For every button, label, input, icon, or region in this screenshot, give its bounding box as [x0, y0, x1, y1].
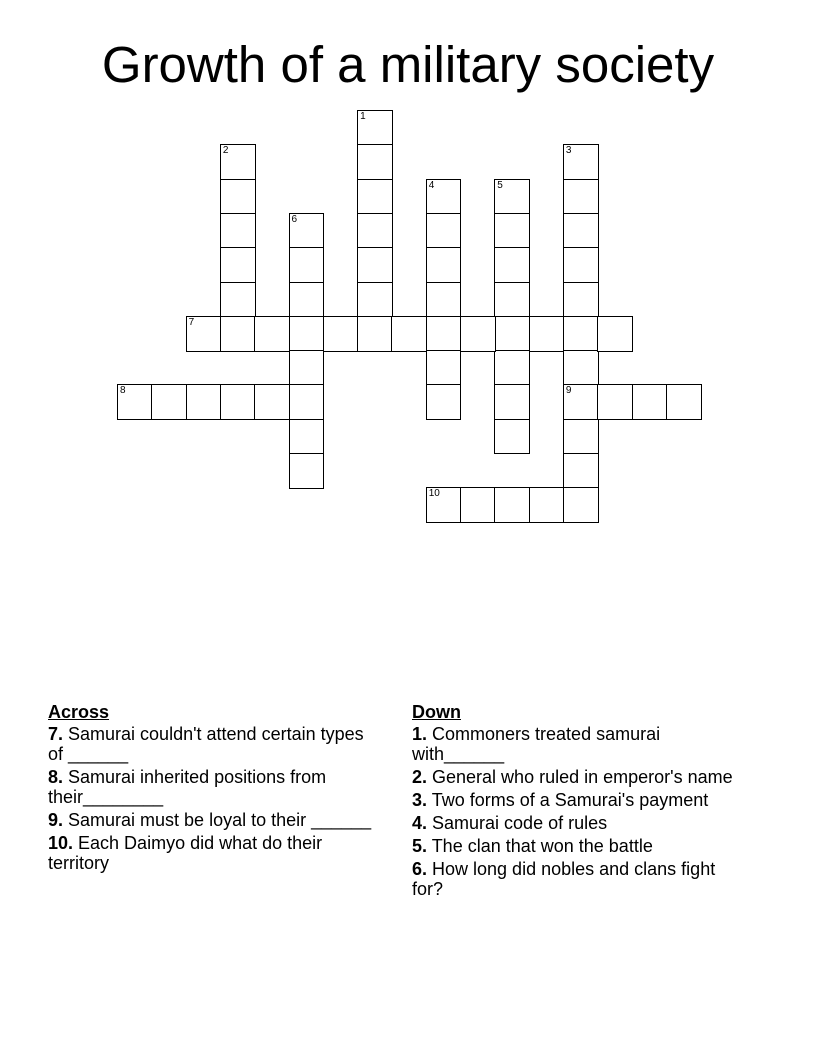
crossword-cell[interactable] [426, 282, 462, 318]
across-heading: Across [48, 702, 110, 722]
crossword-cell[interactable] [289, 213, 325, 249]
clue-text: Samurai code of rules [427, 813, 608, 833]
cell-number: 5 [497, 179, 503, 191]
across-clue-8 [48, 767, 378, 807]
clue-text: Two forms of a Samurai's payment [427, 790, 709, 810]
clue-text: Each Daimyo did what do their territory [48, 833, 323, 873]
crossword-cell[interactable] [289, 282, 325, 318]
crossword-cell[interactable] [289, 419, 325, 455]
crossword-cell[interactable] [220, 282, 256, 318]
crossword-cell[interactable] [357, 316, 393, 352]
crossword-cell[interactable] [563, 247, 599, 283]
cell-number: 10 [428, 488, 440, 500]
crossword-cell[interactable] [254, 316, 290, 352]
clue-number: 7. [48, 724, 64, 744]
crossword-cell[interactable] [254, 384, 290, 420]
crossword-cell[interactable] [494, 419, 530, 455]
crossword-cell[interactable] [426, 179, 462, 215]
down-clue-6 [412, 859, 742, 899]
crossword-cell[interactable] [563, 213, 599, 249]
crossword-cell[interactable] [426, 213, 462, 249]
crossword-cell[interactable] [494, 316, 530, 352]
crossword-cell[interactable] [391, 316, 427, 352]
crossword-cell[interactable] [357, 247, 393, 283]
crossword-cell[interactable] [529, 316, 565, 352]
crossword-cell[interactable] [220, 144, 256, 180]
crossword-cell[interactable] [289, 316, 325, 352]
crossword-cell[interactable] [563, 316, 599, 352]
across-clue-10 [48, 833, 378, 873]
crossword-cell[interactable] [426, 350, 462, 386]
down-clues [412, 702, 742, 902]
across-clue-7 [48, 724, 378, 764]
clue-text: The clan that won the battle [427, 836, 653, 856]
cell-number: 2 [222, 145, 229, 157]
crossword-cell[interactable] [529, 487, 565, 523]
cell-number: 9 [565, 385, 572, 397]
down-clue-4 [412, 813, 742, 833]
crossword-cell[interactable] [357, 282, 393, 318]
across-clues [48, 702, 378, 876]
crossword-cell[interactable] [494, 487, 530, 523]
crossword-cell[interactable] [151, 384, 187, 420]
puzzle-title: Growth of a military society [101, 36, 715, 93]
crossword-cell[interactable] [563, 384, 599, 420]
crossword-cell[interactable] [460, 487, 496, 523]
clue-text: Commoners treated samurai with______ [412, 724, 661, 764]
crossword-cell[interactable] [220, 247, 256, 283]
clue-number: 6. [412, 859, 428, 879]
crossword-cell[interactable] [494, 179, 530, 215]
cell-number: 8 [120, 385, 126, 397]
crossword-cell[interactable] [563, 144, 599, 180]
clue-number: 10. [48, 833, 74, 853]
crossword-cell[interactable] [494, 247, 530, 283]
crossword-cell[interactable] [186, 316, 222, 352]
across-clue-9 [48, 810, 378, 830]
crossword-cell[interactable] [563, 419, 599, 455]
clue-number: 3. [412, 790, 428, 810]
crossword-cell[interactable] [289, 384, 325, 420]
crossword-cell[interactable] [632, 384, 668, 420]
crossword-cell[interactable] [666, 384, 702, 420]
crossword-cell[interactable] [220, 384, 256, 420]
down-clue-1 [412, 724, 742, 764]
crossword-cell[interactable] [357, 213, 393, 249]
crossword-cell[interactable] [494, 213, 530, 249]
crossword-cell[interactable] [426, 316, 462, 352]
crossword-cell[interactable] [563, 453, 599, 489]
crossword-cell[interactable] [289, 350, 325, 386]
down-heading: Down [412, 702, 461, 722]
clue-number: 1. [412, 724, 428, 744]
crossword-cell[interactable] [426, 247, 462, 283]
clue-number: 2. [412, 767, 428, 787]
cell-number: 3 [565, 145, 572, 157]
crossword-cell[interactable] [460, 316, 496, 352]
crossword-cell[interactable] [563, 350, 599, 386]
down-clue-2 [412, 767, 742, 787]
cell-number: 6 [291, 213, 298, 225]
crossword-cell[interactable] [357, 110, 393, 146]
clue-number: 8. [48, 767, 64, 787]
clue-text: How long did nobles and clans fight for? [412, 859, 716, 899]
crossword-cell[interactable] [597, 316, 633, 352]
crossword-cell[interactable] [289, 453, 325, 489]
crossword-cell[interactable] [220, 179, 256, 215]
crossword-cell[interactable] [426, 384, 462, 420]
crossword-cell[interactable] [494, 282, 530, 318]
crossword-cell[interactable] [563, 282, 599, 318]
crossword-cell[interactable] [494, 350, 530, 386]
crossword-cell[interactable] [117, 384, 153, 420]
crossword-cell[interactable] [563, 179, 599, 215]
crossword-cell[interactable] [186, 384, 222, 420]
crossword-cell[interactable] [597, 384, 633, 420]
cell-number: 4 [428, 179, 435, 191]
crossword-cell[interactable] [289, 247, 325, 283]
crossword-cell[interactable] [494, 384, 530, 420]
clue-number: 9. [48, 810, 64, 830]
crossword-cell[interactable] [563, 487, 599, 523]
clue-text: Samurai couldn't attend certain types of ______ [48, 724, 364, 764]
clue-text: General who ruled in emperor's name [427, 767, 733, 787]
clue-text: Samurai must be loyal to their ______ [63, 810, 372, 830]
crossword-cell[interactable] [357, 179, 393, 215]
cell-number: 1 [360, 111, 366, 122]
crossword-cell[interactable] [220, 213, 256, 249]
crossword-cell[interactable] [426, 487, 462, 523]
down-clue-3 [412, 790, 742, 810]
clue-number: 5. [412, 836, 428, 856]
crossword-cell[interactable] [323, 316, 359, 352]
crossword-cell[interactable] [220, 316, 256, 352]
crossword-cell[interactable] [357, 144, 393, 180]
clue-number: 4. [412, 813, 428, 833]
cell-number: 7 [188, 316, 195, 328]
clue-text: Samurai inherited positions from their________ [48, 767, 327, 807]
down-clue-5 [412, 836, 742, 856]
